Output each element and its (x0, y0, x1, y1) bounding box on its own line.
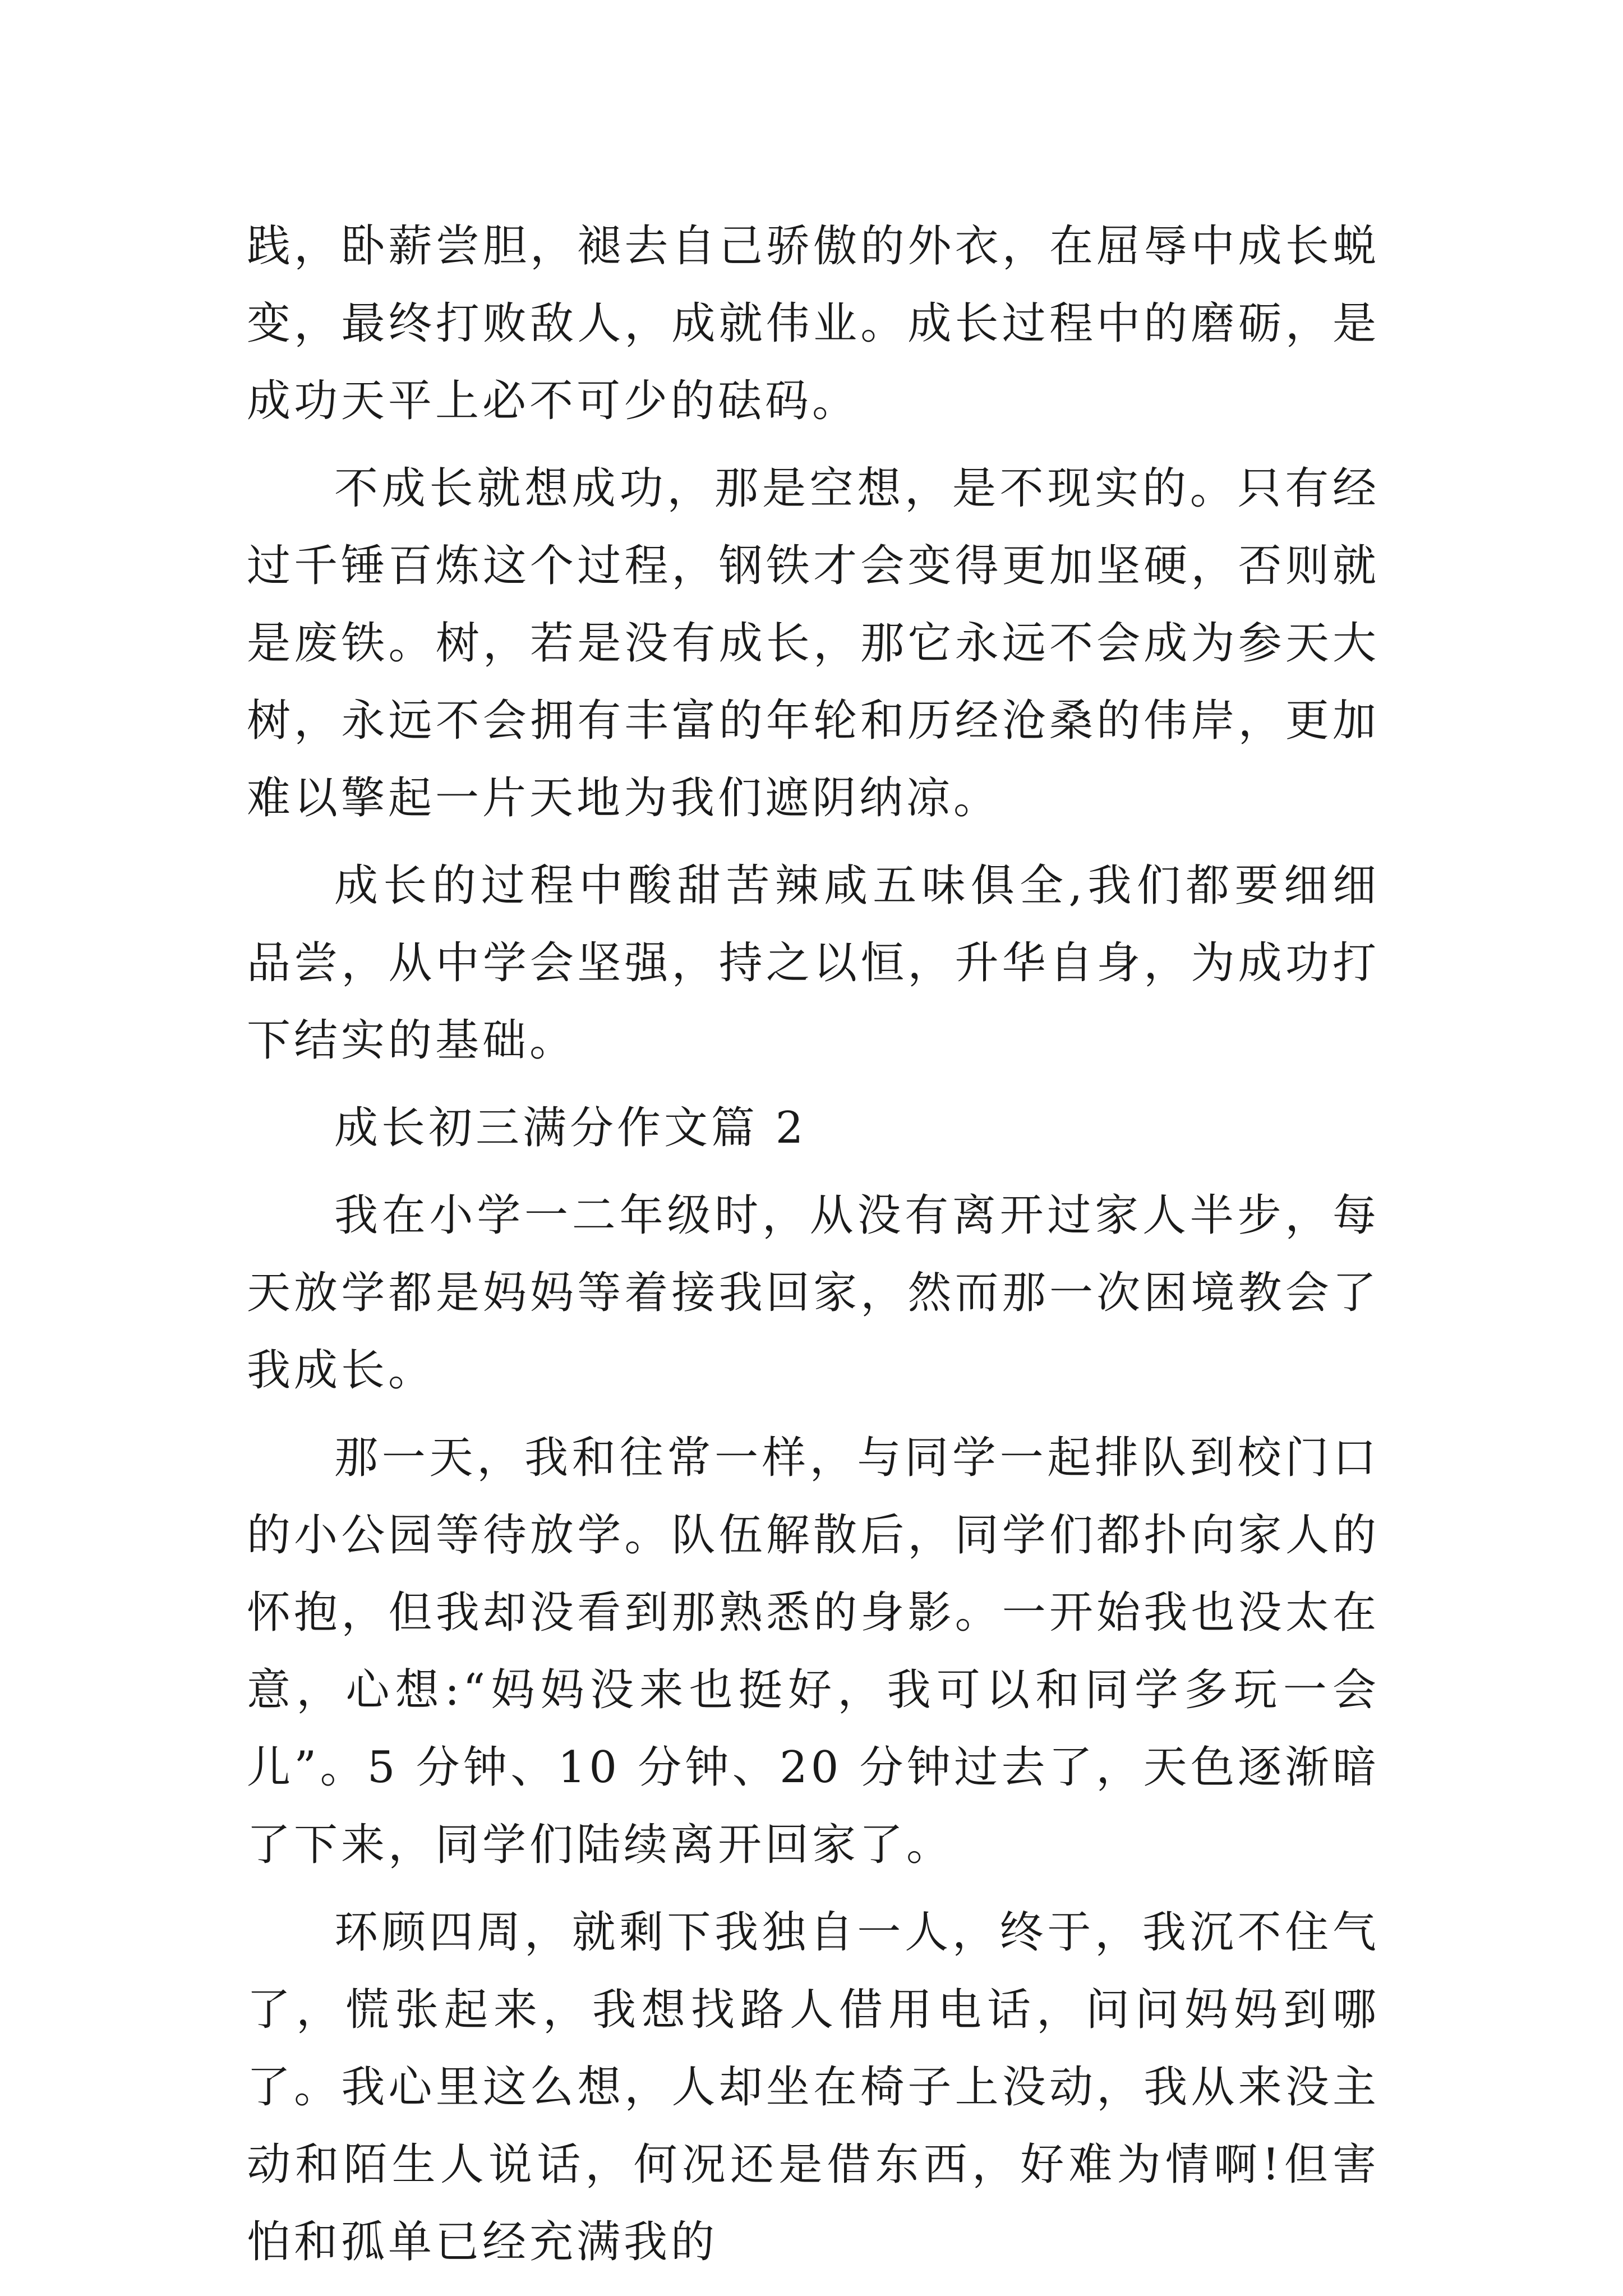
document-body (247, 208, 1380, 2291)
section-title: 成长初三满分作文篇 2 (334, 1103, 807, 1153)
paragraph: 不成长就想成功，那是空想，是不现实的。只有经过千锤百炼这个过程，钢铁才会变得更加坚硬，否则就是废铁。树，若是没有成长，那它永远不会成为参天大树，永远不会拥有丰富的年轮和历经沧桑的伟岸，更加难以擎起一片天地为我们遮阴纳凉。 (247, 463, 1380, 823)
paragraph: 我在小学一二年级时，从没有离开过家人半步，每天放学都是妈妈等着接我回家，然而那一次困境教会了我成长。 (247, 1190, 1380, 1396)
paragraph: 环顾四周，就剩下我独自一人，终于，我沉不住气了，慌张起来，我想找路人借用电话，问问妈妈到哪了。我心里这么想，人却坐在椅子上没动，我从来没主动和陌生人说话，何况还是借东西，好难为情啊!但害怕和孤单已经充满我的 (247, 1907, 1380, 2267)
paragraph: 那一天，我和往常一样，与同学一起排队到校门口的小公园等待放学。队伍解散后，同学们都扑向家人的怀抱，但我却没看到那熟悉的身影。一开始我也没太在意，心想:“妈妈没来也挺好，我可以和同学多玩一会儿”。5 分钟、10 分钟、20 分钟过去了，天色逐渐暗了下来，同学们陆续离开回家了。 (247, 1433, 1380, 1870)
paragraph: 践，卧薪尝胆，褪去自己骄傲的外衣，在屈辱中成长蜕变，最终打败敌人，成就伟业。成长过程中的磨砺，是成功天平上必不可少的砝码。 (247, 221, 1380, 426)
paragraph: 成长的过程中酸甜苦辣咸五味俱全,我们都要细细品尝，从中学会坚强，持之以恒，升华自身，为成功打下结实的基础。 (247, 861, 1380, 1066)
